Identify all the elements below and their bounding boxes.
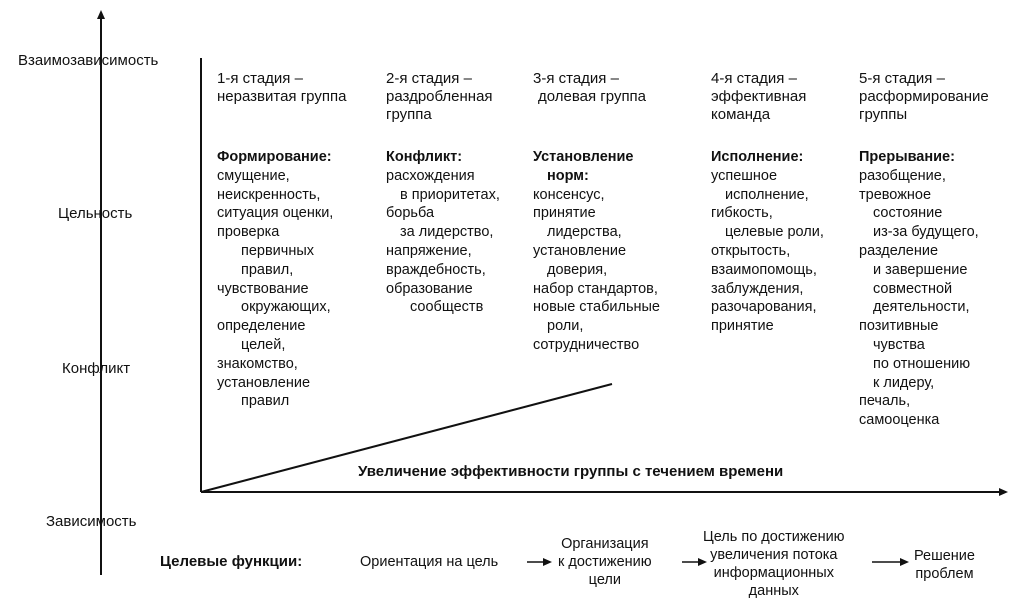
stage-line: самооценка (859, 412, 940, 429)
stage-line: целевые роли, (725, 224, 824, 241)
stage-title-line: команда (711, 106, 771, 123)
function-text: информационных (713, 565, 834, 581)
stage-line: правил, (241, 261, 294, 278)
stage-line: определение (217, 318, 306, 335)
stage-line: смущение, (217, 167, 290, 184)
stage-line: напряжение, (386, 242, 472, 259)
stage-line: чувства (873, 336, 925, 353)
stage-line: сообществ (410, 299, 484, 316)
stage-line: разочарования, (711, 299, 817, 316)
function-text: Цель по достижению (703, 529, 845, 545)
stage-1-description (217, 148, 333, 411)
stage-3-description (533, 148, 660, 355)
function-text: данных (748, 583, 799, 599)
stage-heading: Прерывание: (859, 149, 955, 165)
y-label-conflict: Конфликт (62, 360, 131, 377)
stage-1-title (217, 70, 346, 106)
stage-line: установление (217, 374, 311, 391)
stage-line: образование (386, 280, 473, 297)
stage-line: новые стабильные (533, 299, 660, 316)
function-text: Решение (914, 548, 975, 564)
stage-title-line: неразвитая группа (217, 88, 347, 105)
stage-line: борьба (386, 205, 435, 222)
stage-line: позитивные (859, 318, 939, 335)
stage-heading: Исполнение: (711, 149, 804, 165)
function-text: Организация (561, 536, 649, 552)
stage-3-title (533, 70, 646, 106)
stage-line: разобщение, (859, 167, 946, 184)
stage-line: успешное (711, 167, 778, 184)
stage-2-description (386, 148, 500, 317)
function-text: проблем (915, 566, 974, 582)
y-label-dependence: Зависимость (46, 513, 137, 530)
stage-line: целей, (241, 336, 286, 353)
stage-title-line: долевая группа (538, 88, 647, 105)
stage-heading: Конфликт: (386, 149, 463, 165)
stage-line: взаимопомощь, (711, 261, 817, 278)
stage-title-line: расформирование (859, 88, 989, 105)
stage-line: норм: (547, 167, 589, 184)
stage-4-title (711, 70, 806, 124)
stage-heading: Формирование: (217, 149, 332, 165)
stage-line: исполнение, (725, 186, 809, 203)
stage-line: печаль, (859, 393, 911, 410)
stage-line: состояние (873, 205, 943, 222)
stage-line: окружающих, (241, 299, 331, 316)
stage-line: неискренность, (217, 186, 321, 203)
stage-line: принятие (711, 318, 774, 335)
x-axis-caption: Увеличение эффективности группы с течением времени (358, 463, 784, 480)
stage-line: проверка (217, 224, 280, 241)
stage-line: из-за будущего, (873, 224, 979, 241)
stage-line: сотрудничество (533, 336, 640, 353)
stage-line: ситуация оценки, (217, 205, 334, 222)
stage-line: к лидеру, (873, 374, 935, 391)
stage-line: тревожное (859, 186, 932, 203)
stage-title-line: 1-я стадия – (217, 70, 303, 87)
stage-line: в приоритетах, (400, 186, 500, 203)
stage-line: знакомство, (217, 355, 298, 372)
stage-line: лидерства, (547, 224, 622, 241)
stage-title-line: раздробленная (386, 88, 493, 105)
stage-title-line: 4-я стадия – (711, 70, 797, 87)
stage-heading: Установление (533, 149, 634, 165)
stage-title-line: 3-я стадия – (533, 70, 619, 87)
stage-2-title (386, 70, 493, 124)
function-information-flow (703, 528, 845, 600)
target-functions-heading: Целевые функции: (160, 553, 303, 570)
stage-line: правил (241, 393, 290, 410)
stage-title-line: 5-я стадия – (859, 70, 945, 87)
stage-line: открытость, (711, 242, 791, 259)
stage-line: разделение (859, 242, 939, 259)
stage-line: заблуждения, (711, 280, 804, 297)
stage-line: принятие (533, 205, 596, 222)
function-text: увеличения потока (710, 547, 838, 563)
function-text: Ориентация на цель (360, 554, 499, 570)
stage-line: по отношению (873, 355, 971, 372)
stage-line: чувствование (217, 280, 309, 297)
stage-line: консенсус, (533, 186, 605, 203)
stage-title-line: группы (859, 106, 908, 123)
stage-5-title (859, 70, 989, 124)
function-organization (558, 535, 652, 589)
stage-line: враждебность, (386, 261, 486, 278)
stage-line: роли, (547, 318, 584, 335)
stage-line: первичных (241, 242, 315, 259)
stage-line: набор стандартов, (533, 280, 658, 297)
function-goal-orientation (360, 553, 498, 571)
stage-line: расхождения (386, 167, 475, 184)
stage-line: гибкость, (711, 205, 773, 222)
stage-title-line: 2-я стадия – (386, 70, 472, 87)
stage-title-line: группа (386, 106, 432, 123)
function-problem-solving (914, 547, 975, 583)
function-text: к достижению (558, 554, 652, 570)
stage-line: и завершение (873, 261, 968, 278)
stage-line: за лидерство, (400, 224, 494, 241)
stage-line: доверия, (547, 261, 608, 278)
stage-4-description (711, 148, 824, 336)
stage-line: деятельности, (873, 299, 970, 316)
y-label-interdependence: Взаимозависимость (18, 52, 159, 69)
stage-line: установление (533, 242, 627, 259)
function-text: цели (588, 572, 621, 588)
stage-line: совместной (873, 280, 953, 297)
y-label-integrity: Цельность (58, 205, 133, 222)
stage-5-description (859, 148, 979, 430)
stage-title-line: эффективная (711, 88, 807, 105)
